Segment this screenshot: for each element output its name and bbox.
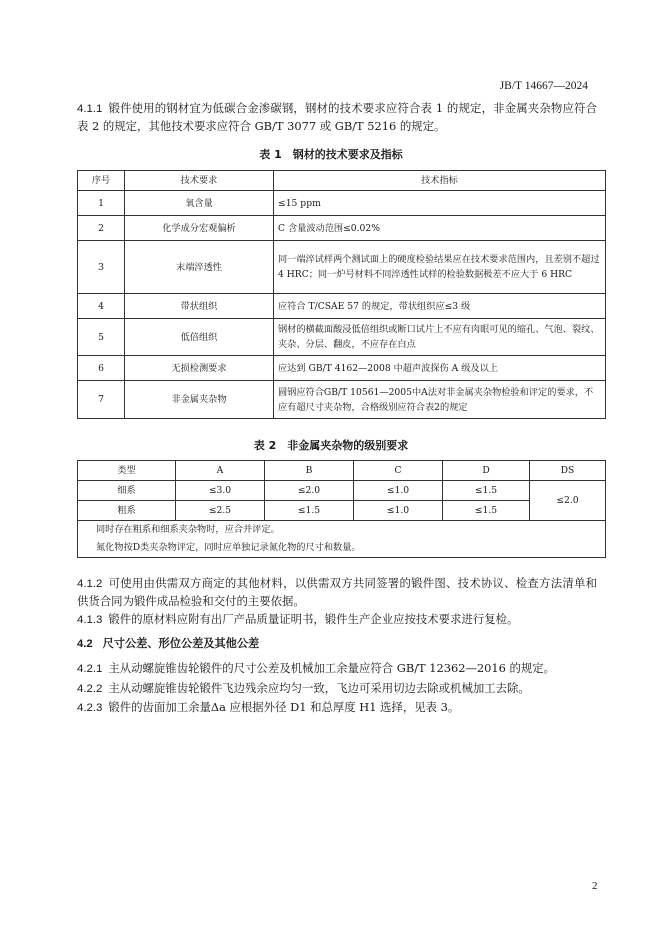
table-cell: ≤1.5 [443,481,530,501]
table2-header-cell: C [354,461,443,481]
table-cell: 同一端淬试样两个测试面上的硬度检验结果应在技术要求范围内，且差别不超过 4 HRC；同一炉号材料不同淬透性试样的检验数据极差不应大于 6 HRC [274,241,606,294]
table1-header-cell: 技术要求 [125,171,274,191]
table-row [78,501,606,521]
clause-number: 4.2.2 [77,683,103,695]
table-cell: ≤2.0 [265,481,354,501]
clause-number: 4.2.1 [77,663,103,675]
table-cell: 非金属夹杂物 [125,381,274,419]
table-cell: ≤1.0 [354,481,443,501]
table-cell: 末端淬透性 [125,241,274,294]
table-cell: ≤1.0 [354,501,443,521]
table-cell: 5 [78,319,125,356]
table-row [78,481,606,501]
clause-text: 可使用由供需双方商定的其他材料，以供需双方共同签署的锻件图、技术协议、检查方法清单和供货合同为锻件成品检验和交付的主要依据。 [77,576,597,608]
table2-notes-row [78,521,606,558]
table-row [78,216,606,241]
clause-text: 锻件的原材料应附有出厂产品质量证明书，锻件生产企业应按技术要求进行复检。 [108,612,519,626]
section-number: 4.2 [77,638,93,650]
table1-header-cell: 序号 [78,171,125,191]
table-row [78,241,606,294]
table2-header-cell: D [443,461,530,481]
table-cell: 细系 [78,481,176,501]
table-cell: 1 [78,191,125,216]
standard-number: JB/T 14667—2024 [499,80,588,92]
clause-4-2-3 [77,699,597,717]
clause-number: 4.1.2 [77,578,103,590]
table2-header-cell: A [176,461,265,481]
table-row [78,356,606,381]
table2-header-cell: 类型 [78,461,176,481]
table-row [78,294,606,319]
table-cell: ≤2.5 [176,501,265,521]
page-number: 2 [592,880,598,892]
table2-header-row [78,461,606,481]
clause-text: 锻件使用的钢材宜为低碳合金渗碳钢，钢材的技术要求应符合表 1 的规定，非金属夹杂物应符合表 2 的规定，其他技术要求应符合 GB/T 3077 或 GB/T 5216 的规定。 [77,101,597,133]
table-cell: 7 [78,381,125,419]
table-cell: 钢材的横截面酸浸低倍组织或断口试片上不应有肉眼可见的缩孔、气泡、裂纹、夹杂、分层、翻皮，不应存在白点 [274,319,606,356]
table2-note: 同时存在粗系和细系夹杂物时，应合并评定。 [96,524,280,535]
table2-header-cell: DS [530,461,606,481]
table-cell: C 含量波动范围≤0.02% [274,216,606,241]
ds-cell: ≤2.0 [530,481,606,521]
table2 [77,460,606,558]
table1 [77,170,606,419]
table1-header-cell: 技术指标 [274,171,606,191]
clause-number: 4.1.1 [77,103,103,115]
section-4-2-heading [77,635,259,651]
table-cell: ≤1.5 [265,501,354,521]
table2-note: 氮化物按D类夹杂物评定，同时应单独记录氮化物的尺寸和数量。 [96,542,361,553]
table-cell: 3 [78,241,125,294]
table-cell: ≤3.0 [176,481,265,501]
table-cell: 4 [78,294,125,319]
table-row [78,191,606,216]
clause-4-1-2 [77,575,597,609]
clause-4-1-1 [77,100,597,134]
clause-4-2-1 [77,660,597,678]
clause-text: 锻件的齿面加工余量Δa 应根据外径 D1 和总厚度 H1 选择，见表 3。 [108,700,460,714]
clause-4-2-2 [77,680,597,698]
clause-number: 4.2.3 [77,702,103,714]
clause-4-1-3 [77,611,597,629]
table-cell: 圆钢应符合GB/T 10561—2005中A法对非金属夹杂物检验和评定的要求，不应有超尺寸夹杂物，合格级别应符合表2的规定 [274,381,606,419]
table-cell: 化学成分宏观偏析 [125,216,274,241]
table-cell: 带状组织 [125,294,274,319]
clause-number: 4.1.3 [77,614,103,626]
table-row [78,381,606,419]
table-cell: ≤15 ppm [274,191,606,216]
table2-header-cell: B [265,461,354,481]
table-cell: 2 [78,216,125,241]
section-title: 尺寸公差、形位公差及其他公差 [102,637,260,650]
table-row [78,319,606,356]
table2-notes [78,521,606,558]
clause-text: 主从动螺旋锥齿轮锻件飞边残余应均匀一致，飞边可采用切边去除或机械加工去除。 [108,681,530,695]
table1-caption: 表 1 钢材的技术要求及指标 [259,148,403,161]
table-cell: 氧含量 [125,191,274,216]
table-cell: ≤1.5 [443,501,530,521]
table-cell: 应达到 GB/T 4162—2008 中超声波探伤 A 级及以上 [274,356,606,381]
table-cell: 粗系 [78,501,176,521]
table1-header-row [78,171,606,191]
table-cell: 低倍组织 [125,319,274,356]
table-cell: 6 [78,356,125,381]
clause-text: 主从动螺旋锥齿轮锻件的尺寸公差及机械加工余量应符合 GB/T 12362—2016 的规定。 [108,661,556,675]
table2-caption: 表 2 非金属夹杂物的级别要求 [253,439,409,452]
table-cell: 应符合 T/CSAE 57 的规定，带状组织应≤3 级 [274,294,606,319]
table-cell: 无损检测要求 [125,356,274,381]
